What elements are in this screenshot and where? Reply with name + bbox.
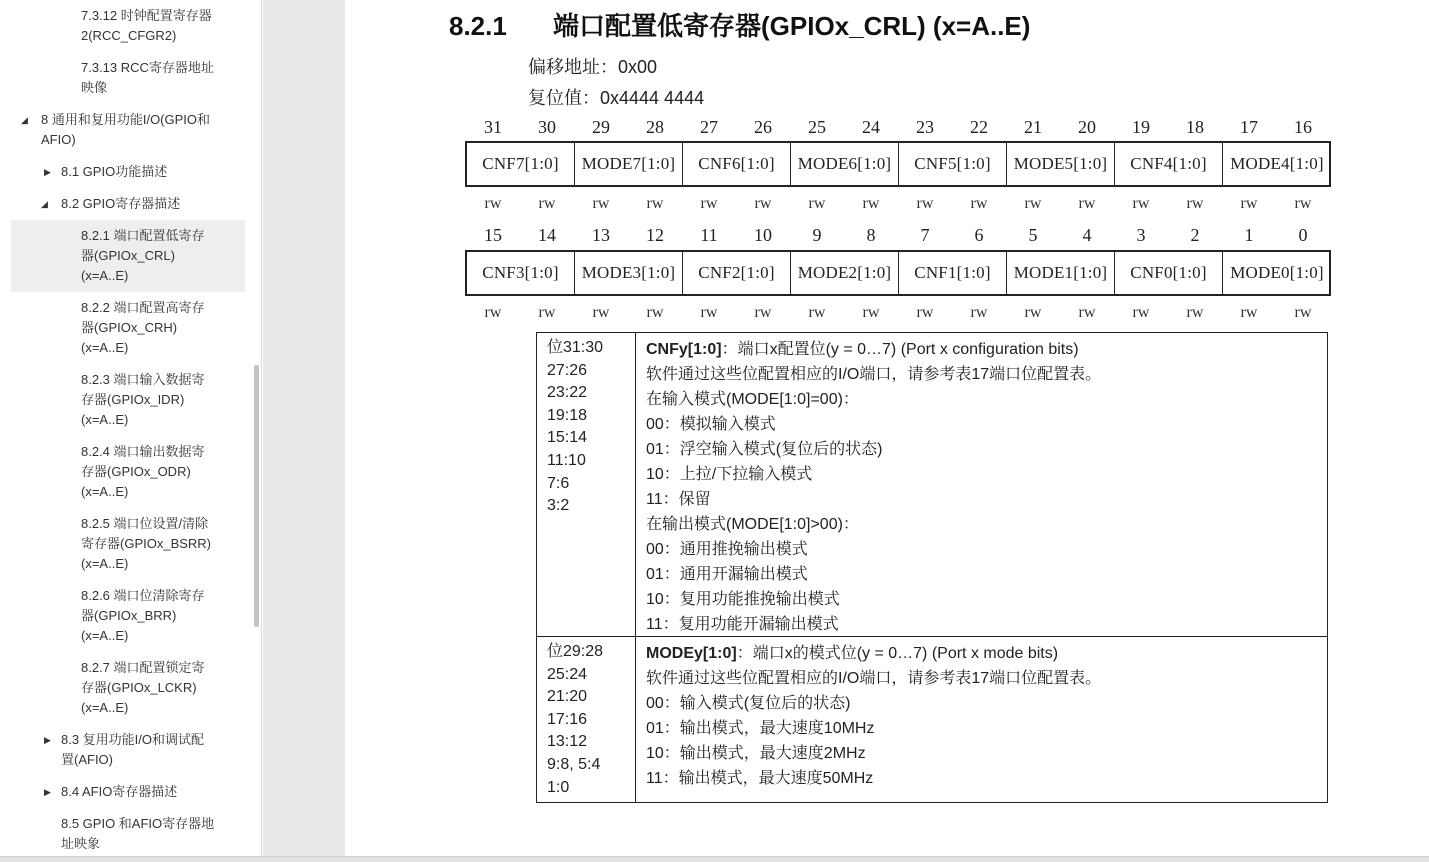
- toc-item-label: 8.2 GPIO寄存器描述: [61, 196, 181, 211]
- toc-item-8-4[interactable]: [61, 782, 177, 802]
- bit-number: 29: [592, 117, 610, 137]
- field-mode2: MODE2[1:0]: [791, 252, 899, 294]
- toc-item-label: 存器(GPIOx_LCKR): [81, 680, 197, 695]
- bit-number: 16: [1294, 117, 1312, 137]
- description-line: 01：输出模式，最大速度10MHz: [646, 720, 875, 737]
- bit-number: 2: [1190, 225, 1200, 245]
- toc-item-label: 8.4 AFIO寄存器描述: [61, 784, 178, 799]
- field-mode1: MODE1[1:0]: [1007, 252, 1115, 294]
- bit-number: 20: [1078, 117, 1096, 137]
- mode-description: [637, 637, 1327, 802]
- field-cnf1: CNF1[1:0]: [899, 252, 1007, 294]
- reset-value: 复位值：0x4444 4444: [528, 88, 705, 108]
- description-line: 在输出模式(MODE[1:0]>00)：: [646, 516, 859, 533]
- field-cnf7: CNF7[1:0]: [467, 143, 575, 185]
- mode-title-rest: ：端口x的模式位(y = 0…7) (Port x mode bits): [736, 645, 1059, 662]
- access-rw: rw: [1186, 195, 1204, 212]
- toc-item-label: 8.5 GPIO 和AFIO寄存器地: [61, 816, 215, 831]
- bit-number: 22: [970, 117, 988, 137]
- access-rw: rw: [862, 195, 880, 212]
- toc-item-label: (x=A..E): [81, 412, 129, 427]
- bit-number: 1: [1244, 225, 1254, 245]
- access-rw: rw: [1294, 304, 1312, 321]
- description-line: 10：复用功能推挽输出模式: [646, 591, 840, 608]
- toc-item-8-2[interactable]: [61, 194, 180, 214]
- access-rw: rw: [916, 304, 934, 321]
- field-cnf0: CNF0[1:0]: [1115, 252, 1223, 294]
- bit-number: 15: [484, 225, 502, 245]
- bit-range: 23:22: [547, 384, 588, 402]
- bit-range: 3:2: [547, 497, 570, 515]
- toc-item-8-2-4[interactable]: [81, 442, 205, 502]
- mode-title: [646, 641, 1327, 666]
- toc-item-label: 置(AFIO): [61, 752, 113, 767]
- bit-range: 11:10: [547, 451, 586, 469]
- access-rw: rw: [916, 195, 934, 212]
- toc-sidebar: [0, 0, 262, 856]
- bit-number: 13: [592, 225, 610, 245]
- access-rw: rw: [754, 195, 772, 212]
- toc-item-label: 8.1 GPIO功能描述: [61, 164, 168, 179]
- bit-number: 30: [538, 117, 556, 137]
- toc-item-label: (x=A..E): [81, 556, 129, 571]
- field-cnf3: CNF3[1:0]: [467, 252, 575, 294]
- bit-number: 0: [1298, 225, 1308, 245]
- description-line: 软件通过这些位配置相应的I/O端口，请参考表17端口位配置表。: [646, 670, 1102, 687]
- access-rw: rw: [754, 304, 772, 321]
- access-rw: rw: [646, 304, 664, 321]
- toc-item-label: (x=A..E): [81, 340, 129, 355]
- bit-number: 7: [920, 225, 930, 245]
- toc-item-8-5[interactable]: [61, 814, 214, 854]
- toc-item-8-2-1[interactable]: [81, 226, 205, 286]
- bit-number: 24: [862, 117, 880, 137]
- bit-number: 23: [916, 117, 934, 137]
- bit-number: 12: [646, 225, 664, 245]
- toc-item-label: 7.3.12 时钟配置寄存器: [81, 8, 212, 23]
- toc-item-label: 址映象: [61, 836, 101, 851]
- field-mode7: MODE7[1:0]: [575, 143, 683, 185]
- horizontal-scrollbar[interactable]: [0, 856, 1429, 862]
- toc-item-label: 8.2.2 端口配置高寄存: [81, 300, 205, 315]
- description-line: 11：保留: [646, 491, 711, 508]
- field-mode6: MODE6[1:0]: [791, 143, 899, 185]
- upper-field-row: [465, 141, 1331, 187]
- mode-description-row: [537, 637, 1327, 802]
- description-line: 10：上拉/下拉输入模式: [646, 466, 813, 483]
- bit-number: 10: [754, 225, 772, 245]
- sidebar-scrollbar-thumb[interactable]: [254, 365, 259, 627]
- description-line: 软件通过这些位配置相应的I/O端口，请参考表17端口位配置表。: [646, 366, 1102, 383]
- bit-number: 4: [1082, 225, 1092, 245]
- bit-number: 28: [646, 117, 664, 137]
- toc-item-label: 存器(GPIOx_IDR): [81, 392, 185, 407]
- access-rw: rw: [646, 195, 664, 212]
- expanded-triangle-icon[interactable]: ◢: [41, 199, 48, 209]
- bit-range: 27:26: [547, 361, 588, 379]
- toc-item-label: (x=A..E): [81, 700, 129, 715]
- toc-item-label: 器(GPIOx_BRR): [81, 608, 177, 623]
- toc-item-label: 存器(GPIOx_ODR): [81, 464, 191, 479]
- bit-number: 17: [1240, 117, 1258, 137]
- bit-description-table: [536, 332, 1328, 803]
- access-rw: rw: [484, 195, 502, 212]
- access-rw: rw: [484, 304, 502, 321]
- toc-item-8-2-5[interactable]: [81, 514, 211, 574]
- toc-item-7-3-12[interactable]: [81, 6, 212, 46]
- field-cnf4: CNF4[1:0]: [1115, 143, 1223, 185]
- access-rw: rw: [808, 195, 826, 212]
- toc-item-label: 8.2.5 端口位设置/清除: [81, 516, 209, 531]
- section-heading: [449, 6, 1030, 43]
- bit-range: 1:0: [547, 778, 570, 796]
- toc-item-8-1[interactable]: [61, 162, 167, 182]
- access-rw: rw: [1024, 304, 1042, 321]
- field-mode0: MODE0[1:0]: [1230, 263, 1324, 282]
- cnf-description: [637, 333, 1327, 636]
- access-rw: rw: [592, 304, 610, 321]
- bit-number: 21: [1024, 117, 1042, 137]
- toc-item-label: AFIO): [41, 132, 76, 147]
- bit-number: 3: [1136, 225, 1146, 245]
- bit-number: 11: [700, 225, 718, 245]
- access-rw: rw: [1294, 195, 1312, 212]
- access-rw: rw: [970, 195, 988, 212]
- bit-number: 27: [700, 117, 718, 137]
- toc-item-label: 寄存器(GPIOx_BSRR): [81, 536, 212, 551]
- access-rw: rw: [970, 304, 988, 321]
- toc-item-label: 8.2.4 端口输出数据寄: [81, 444, 205, 459]
- access-rw: rw: [538, 304, 556, 321]
- access-rw: rw: [592, 195, 610, 212]
- viewer-gutter: [263, 0, 345, 856]
- description-line: 00：通用推挽输出模式: [646, 541, 808, 558]
- bit-range: 7:6: [547, 474, 570, 492]
- toc-item-label: 8.2.3 端口输入数据寄: [81, 372, 205, 387]
- field-cnf2: CNF2[1:0]: [683, 252, 791, 294]
- toc-item-label: 映像: [81, 80, 108, 95]
- field-mode5: MODE5[1:0]: [1007, 143, 1115, 185]
- cnf-title-rest: ：端口x配置位(y = 0…7) (Port x configuration bits): [721, 341, 1079, 358]
- description-line: 11：输出模式，最大速度50MHz: [646, 770, 874, 787]
- access-rw: rw: [1132, 195, 1150, 212]
- toc-item-7-3-13[interactable]: [81, 58, 214, 98]
- bit-number: 26: [754, 117, 772, 137]
- field-mode4: MODE4[1:0]: [1230, 154, 1324, 173]
- description-line: 11：复用功能开漏输出模式: [646, 616, 839, 633]
- collapsed-triangle-icon[interactable]: ▶: [44, 735, 51, 745]
- bit-range: 17:16: [547, 710, 588, 728]
- section-title: 端口配置低寄存器(GPIOx_CRL) (x=A..E): [553, 11, 1031, 41]
- access-rw: rw: [1132, 304, 1150, 321]
- access-rw: rw: [538, 195, 556, 212]
- toc-item-label: 8.2.1 端口配置低寄存: [81, 228, 205, 243]
- access-rw: rw: [1078, 304, 1096, 321]
- toc-item-8[interactable]: [41, 110, 210, 150]
- toc-item-label: 器(GPIOx_CRH): [81, 320, 178, 335]
- bit-range: 19:18: [547, 406, 588, 424]
- bit-number: 19: [1132, 117, 1150, 137]
- bit-number: 14: [538, 225, 556, 245]
- access-rw: rw: [1240, 304, 1258, 321]
- toc-item-label: 7.3.13 RCC寄存器地址: [81, 60, 214, 75]
- offset-address: 偏移地址：0x00: [528, 57, 658, 77]
- access-rw: rw: [1078, 195, 1096, 212]
- toc-item-label: (x=A..E): [81, 484, 129, 499]
- toc-item-label: (x=A..E): [81, 268, 129, 283]
- cnf-bit-ranges: [537, 333, 636, 636]
- bit-number: 6: [974, 225, 984, 245]
- bit-number: 25: [808, 117, 826, 137]
- bit-range: 15:14: [547, 429, 588, 447]
- toc-item-8-2-6[interactable]: [81, 586, 205, 646]
- cnf-title-bold: CNFy[1:0]: [646, 341, 722, 358]
- bit-range: 21:20: [547, 688, 588, 706]
- access-rw: rw: [1024, 195, 1042, 212]
- expanded-triangle-icon[interactable]: ◢: [21, 115, 28, 125]
- collapsed-triangle-icon[interactable]: ▶: [44, 787, 51, 797]
- access-rw: rw: [1186, 304, 1204, 321]
- description-line: 01：浮空输入模式(复位后的状态): [646, 441, 883, 458]
- field-mode3: MODE3[1:0]: [575, 252, 683, 294]
- description-line: 01：通用开漏输出模式: [646, 566, 808, 583]
- access-rw: rw: [700, 304, 718, 321]
- toc-item-label: 8 通用和复用功能I/O(GPIO和: [41, 112, 211, 127]
- bit-range: 25:24: [547, 665, 588, 683]
- bit-number: 18: [1186, 117, 1204, 137]
- cnf-title: [646, 337, 1327, 362]
- access-rw: rw: [700, 195, 718, 212]
- toc-item-8-2-7[interactable]: [81, 658, 205, 718]
- lower-field-row: [465, 250, 1331, 296]
- access-rw: rw: [1240, 195, 1258, 212]
- bit-number: 9: [812, 225, 822, 245]
- bit-range: 13:12: [547, 733, 588, 751]
- description-line: 10：输出模式，最大速度2MHz: [646, 745, 866, 762]
- bit-range: 9:8, 5:4: [547, 755, 601, 773]
- toc-item-label: 2(RCC_CFGR2): [81, 28, 177, 43]
- access-rw: rw: [862, 304, 880, 321]
- cnf-description-row: [537, 333, 1327, 637]
- access-rw: rw: [808, 304, 826, 321]
- mode-bit-ranges: [537, 637, 636, 802]
- toc-item-label: 8.2.6 端口位清除寄存: [81, 588, 205, 603]
- description-line: 00：输入模式(复位后的状态): [646, 695, 851, 712]
- toc-item-8-2-2[interactable]: [81, 298, 205, 358]
- toc-item-8-3[interactable]: [61, 730, 204, 770]
- toc-item-label: 8.2.7 端口配置锁定寄: [81, 660, 205, 675]
- section-number: 8.2.1: [449, 11, 507, 41]
- bit-number: 31: [484, 117, 502, 137]
- bit-range: 位31:30: [547, 339, 604, 356]
- toc-item-label: (x=A..E): [81, 628, 129, 643]
- bit-number: 5: [1028, 225, 1038, 245]
- toc-item-label: 8.3 复用功能I/O和调试配: [61, 732, 205, 747]
- field-cnf5: CNF5[1:0]: [899, 143, 1007, 185]
- bit-number: 8: [866, 225, 876, 245]
- mode-title-bold: MODEy[1:0]: [646, 645, 737, 662]
- bit-range: 位29:28: [547, 643, 604, 660]
- toc-item-8-2-3[interactable]: [81, 370, 205, 430]
- description-line: 在输入模式(MODE[1:0]=00)：: [646, 391, 859, 408]
- toc-item-label: 器(GPIOx_CRL): [81, 248, 175, 263]
- description-line: 00：模拟输入模式: [646, 416, 776, 433]
- collapsed-triangle-icon[interactable]: ▶: [44, 167, 51, 177]
- field-cnf6: CNF6[1:0]: [683, 143, 791, 185]
